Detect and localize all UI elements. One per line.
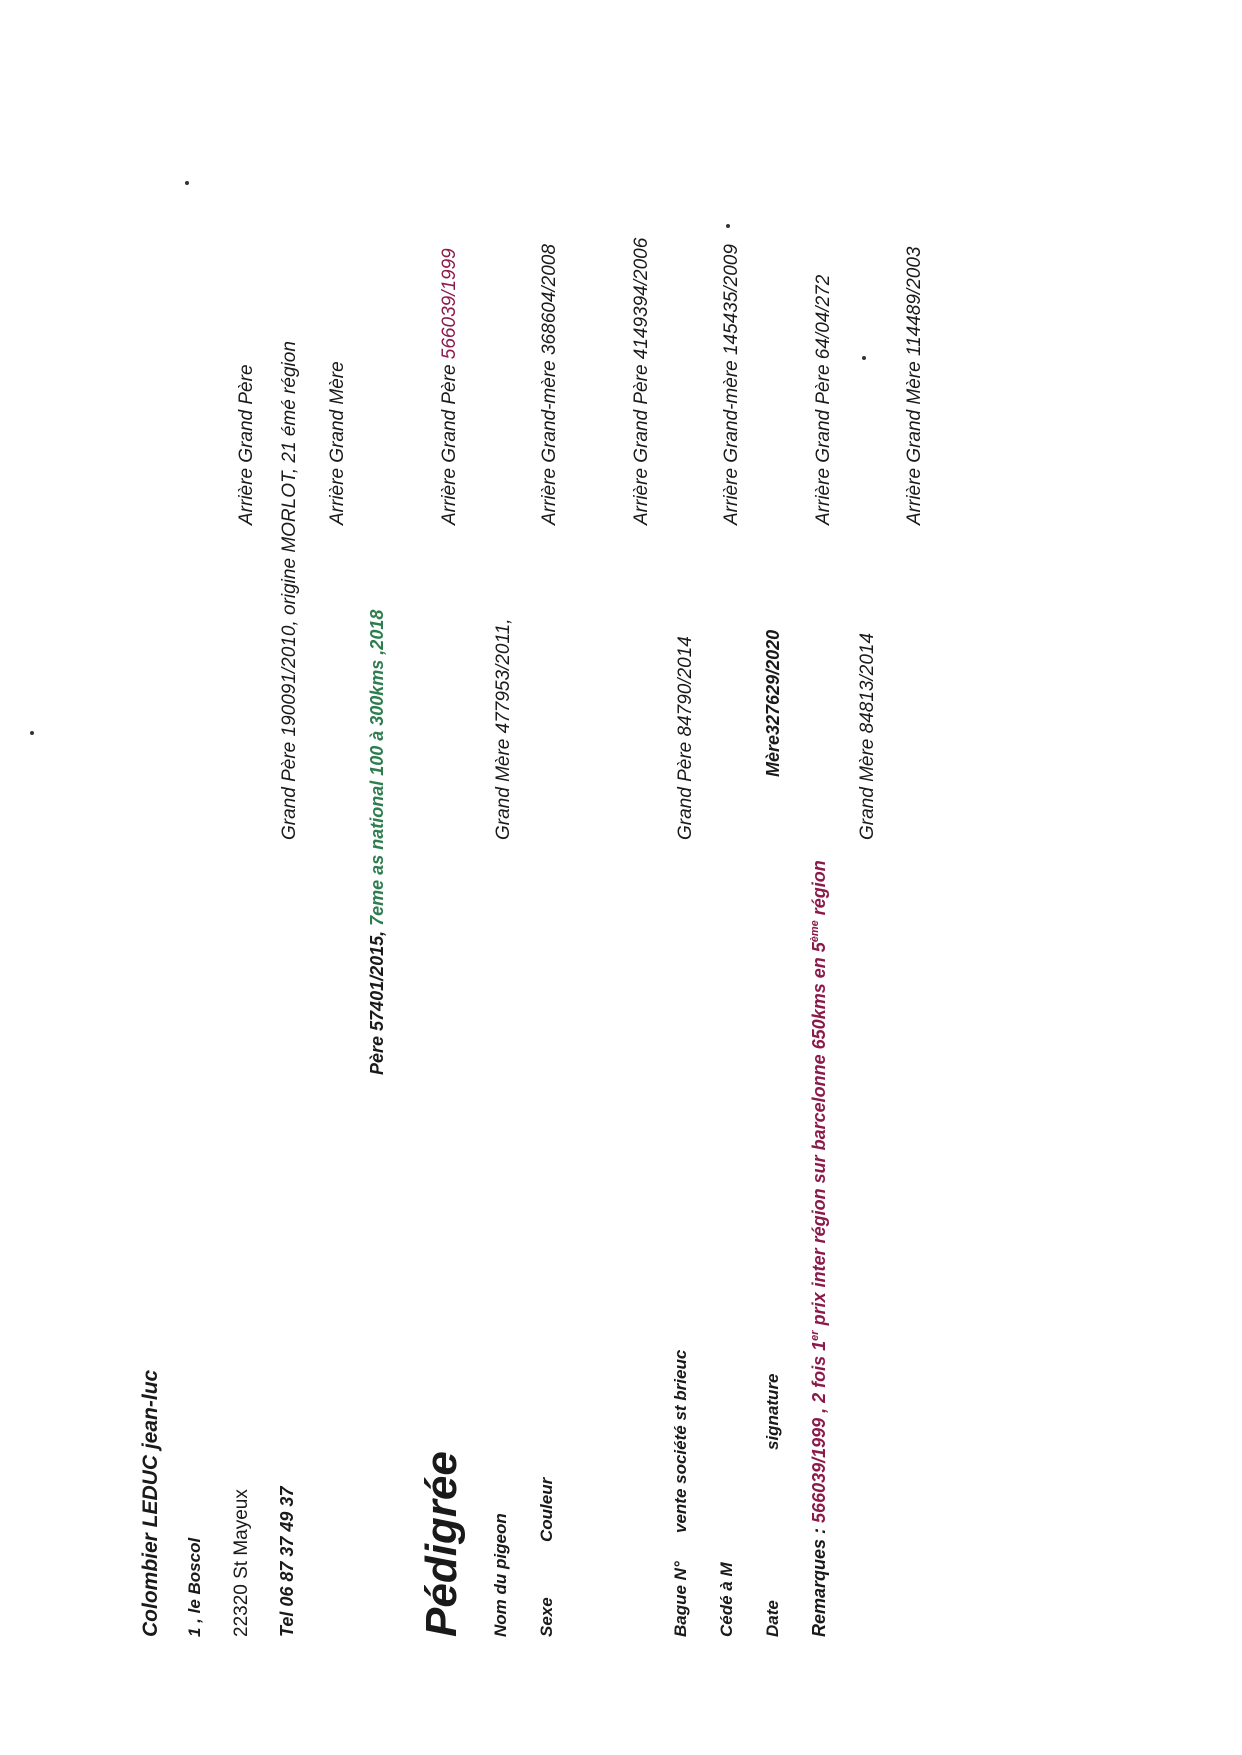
color-label: Couleur xyxy=(537,1477,556,1542)
scan-speck xyxy=(185,181,189,185)
scan-speck xyxy=(30,731,34,735)
remarks-text-c: région xyxy=(809,860,829,921)
great-grandmother-4: Arrière Grand Mère 114489/2003 xyxy=(904,246,925,525)
grandmother-1: Grand Mère 477953/2011, xyxy=(493,618,514,840)
owner-city: 22320 St Mayeux xyxy=(231,1489,252,1637)
great-grandmother-3: Arrière Grand-mère 145435/2009 xyxy=(721,244,742,525)
father-note: 7eme as national 100 à 300kms ,2018 xyxy=(367,609,387,926)
grandfather-1: Grand Père 190091/2010, origine MORLOT, 21 émé région xyxy=(279,341,300,840)
great-grandfather-4: Arrière Grand Père 64/04/272 xyxy=(813,274,834,525)
owner-phone: Tel 06 87 37 49 37 xyxy=(277,1486,297,1637)
remarks-label: Remarques : xyxy=(809,1522,829,1637)
remarks-text-a: 566039/1999 , 2 fois 1 xyxy=(809,1340,829,1523)
great-grandfather-2-ring: 566039/1999 xyxy=(439,248,460,360)
page-title: Pédigrée xyxy=(417,1451,466,1637)
father-line xyxy=(368,610,386,1075)
owner-address: 1 , le Boscol xyxy=(185,1537,204,1637)
remarks-sup-b: ème xyxy=(809,920,821,943)
remarks-sup-a: er xyxy=(809,1330,821,1341)
great-grandfather-3: Arrière Grand Père 4149394/2006 xyxy=(631,237,652,525)
great-grandfather-1: Arrière Grand Père xyxy=(236,364,257,525)
scan-speck xyxy=(726,224,730,228)
great-grandmother-2: Arrière Grand-mère 368604/2008 xyxy=(539,244,560,525)
remarks-text-b: prix inter région sur barcelonne 650kms en 5 xyxy=(809,942,829,1331)
ring-value: vente société st brieuc xyxy=(671,1349,690,1533)
ceded-label: Cédé à M xyxy=(717,1562,736,1637)
pigeon-name-label: Nom du pigeon xyxy=(491,1513,510,1637)
father-ring: Père 57401/2015, xyxy=(367,925,387,1075)
mother-line: Mère327629/2020 xyxy=(763,629,783,777)
grandfather-2: Grand Père 84790/2014 xyxy=(675,636,696,840)
signature-label: signature xyxy=(763,1373,782,1450)
grandmother-2: Grand Mère 84813/2014 xyxy=(857,632,878,840)
remarks-line xyxy=(810,860,828,1637)
date-label: Date xyxy=(763,1600,782,1637)
great-grandfather-2-label: Arrière Grand Père xyxy=(439,359,460,525)
great-grandfather-2 xyxy=(440,248,459,525)
scan-speck xyxy=(862,356,866,360)
sex-label: Sexe xyxy=(537,1597,556,1637)
ring-label: Bague N° xyxy=(671,1561,690,1637)
owner-name: Colombier LEDUC jean-luc xyxy=(139,1369,162,1637)
great-grandmother-1: Arrière Grand Mère xyxy=(327,361,348,525)
